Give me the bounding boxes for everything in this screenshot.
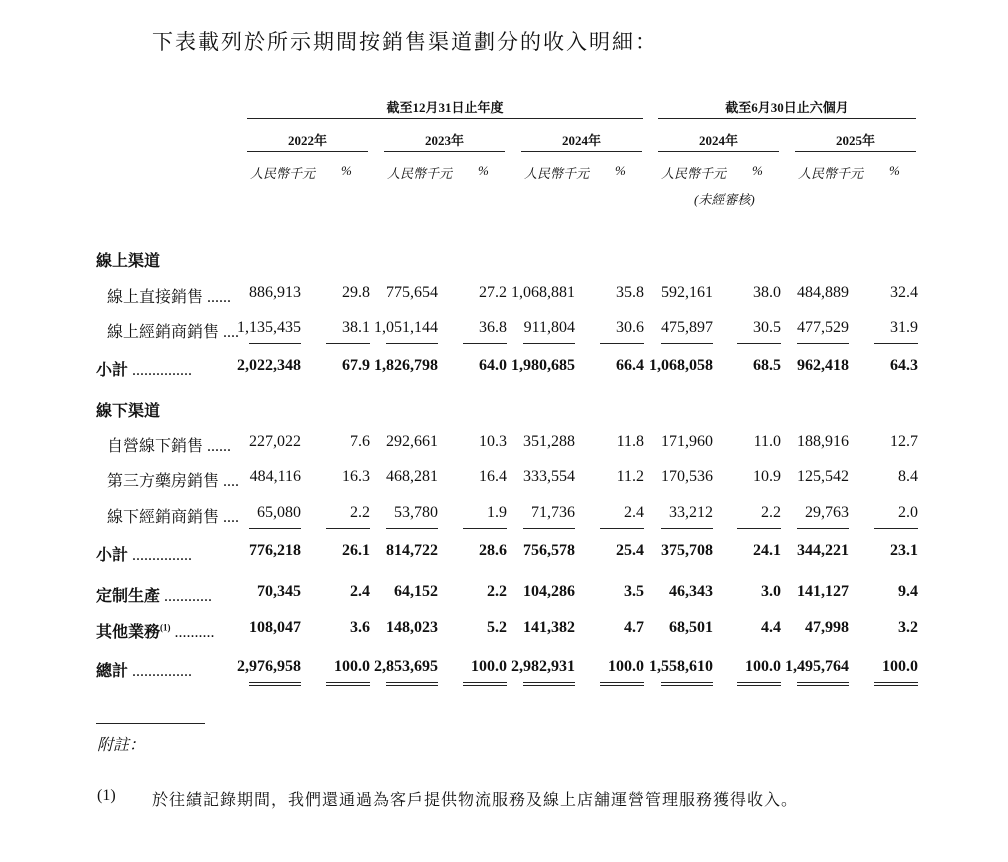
amount-cell: 484,889 — [797, 284, 849, 301]
subtotal-underline — [661, 528, 713, 529]
subtotal-underline — [463, 528, 507, 529]
amount-cell: 1,826,798 — [374, 357, 438, 374]
amount-cell: 592,161 — [661, 284, 713, 301]
amount-cell: 344,221 — [797, 542, 849, 559]
amount-cell: 292,661 — [386, 433, 438, 450]
amount-cell: 886,913 — [249, 284, 301, 301]
subtotal-underline — [874, 528, 918, 529]
footnote-divider — [96, 723, 205, 724]
percent-cell: 38.1 — [342, 319, 370, 336]
amount-cell: 29,763 — [805, 504, 849, 521]
amount-cell: 1,068,058 — [649, 357, 713, 374]
subtotal-underline — [523, 343, 575, 344]
total-double-underline — [249, 685, 301, 686]
amount-cell: 333,554 — [523, 468, 575, 485]
subtotal-underline — [874, 343, 918, 344]
percent-cell: 23.1 — [890, 542, 918, 559]
percent-cell: 3.6 — [350, 619, 370, 636]
amount-cell: 911,804 — [523, 319, 575, 336]
percent-cell: 26.1 — [342, 542, 370, 559]
amount-cell: 47,998 — [805, 619, 849, 636]
percent-cell: 27.2 — [479, 284, 507, 301]
group-rule-half — [658, 118, 916, 119]
total-double-underline — [463, 682, 507, 683]
percent-cell: 3.0 — [761, 583, 781, 600]
percent-cell: 36.8 — [479, 319, 507, 336]
percent-cell: 12.7 — [890, 433, 918, 450]
percent-cell: 30.6 — [616, 319, 644, 336]
total-double-underline — [523, 682, 575, 683]
subtotal-underline — [326, 528, 370, 529]
year-header-2024-h1: 2024年 — [698, 133, 738, 148]
leader-dots: .... — [223, 509, 240, 526]
percent-cell: 9.4 — [898, 583, 918, 600]
unit-pct: % — [889, 163, 900, 178]
percent-cell: 29.8 — [342, 284, 370, 301]
subtotal-underline — [797, 343, 849, 344]
percent-cell: 10.9 — [753, 468, 781, 485]
percent-cell: 64.3 — [890, 357, 918, 374]
percent-cell: 2.4 — [624, 504, 644, 521]
section-online: 線上渠道 — [96, 253, 161, 270]
row-label-text: 第三方藥房銷售 — [107, 473, 220, 490]
notes-heading: 附註： — [97, 737, 146, 754]
percent-cell: 2.4 — [350, 583, 370, 600]
amount-cell: 108,047 — [249, 619, 301, 636]
amount-cell: 2,976,958 — [237, 658, 301, 675]
amount-cell: 188,916 — [797, 433, 849, 450]
percent-cell: 66.4 — [616, 357, 644, 374]
row-label-text: 小計 — [96, 547, 129, 564]
percent-cell: 4.4 — [761, 619, 781, 636]
percent-cell: 100.0 — [608, 658, 644, 675]
percent-cell: 31.9 — [890, 319, 918, 336]
footnote-ref: (1) — [160, 622, 171, 633]
percent-cell: 100.0 — [334, 658, 370, 675]
group-rule-year — [247, 118, 643, 119]
subtotal-underline — [249, 343, 301, 344]
percent-cell: 25.4 — [616, 542, 644, 559]
amount-cell: 775,654 — [386, 284, 438, 301]
row-label-text: 小計 — [96, 362, 129, 379]
percent-cell: 16.3 — [342, 468, 370, 485]
unit-rmb: 人民幣千元 — [387, 166, 453, 181]
row-label-text: 線上直接銷售 — [107, 289, 204, 306]
amount-cell: 475,897 — [661, 319, 713, 336]
leader-dots: .... — [223, 324, 240, 341]
total-double-underline — [737, 685, 781, 686]
total-double-underline — [797, 685, 849, 686]
percent-cell: 11.2 — [616, 468, 644, 485]
unit-rmb: 人民幣千元 — [250, 166, 316, 181]
intro-text: 下表載列於所示期間按銷售渠道劃分的收入明細： — [152, 30, 658, 54]
subtotal-underline — [737, 528, 781, 529]
amount-cell: 171,960 — [661, 433, 713, 450]
percent-cell: 11.8 — [616, 433, 644, 450]
percent-cell: 2.2 — [487, 583, 507, 600]
group-header-year: 截至12月31日止年度 — [386, 100, 504, 115]
percent-cell: 68.5 — [753, 357, 781, 374]
leader-dots: ............... — [132, 362, 193, 379]
amount-cell: 68,501 — [669, 619, 713, 636]
total-double-underline — [386, 685, 438, 686]
amount-cell: 141,127 — [797, 583, 849, 600]
percent-cell: 2.0 — [898, 504, 918, 521]
percent-cell: 38.0 — [753, 284, 781, 301]
percent-cell: 5.2 — [487, 619, 507, 636]
year-rule — [247, 151, 368, 152]
leader-dots: ............ — [164, 588, 213, 605]
percent-cell: 2.2 — [350, 504, 370, 521]
leader-dots: .......... — [174, 624, 215, 641]
row-label — [96, 542, 192, 565]
percent-cell: 24.1 — [753, 542, 781, 559]
percent-cell: 16.4 — [479, 468, 507, 485]
year-rule — [658, 151, 779, 152]
unit-pct: % — [341, 163, 352, 178]
total-double-underline — [600, 682, 644, 683]
total-double-underline — [326, 682, 370, 683]
amount-cell: 70,345 — [257, 583, 301, 600]
percent-cell: 4.7 — [624, 619, 644, 636]
row-label-text: 其他業務 — [96, 624, 161, 641]
leader-dots: ............... — [132, 547, 193, 564]
total-double-underline — [386, 682, 438, 683]
total-double-underline — [600, 685, 644, 686]
total-double-underline — [249, 682, 301, 683]
percent-cell: 10.3 — [479, 433, 507, 450]
amount-cell: 1,558,610 — [649, 658, 713, 675]
amount-cell: 351,288 — [523, 433, 575, 450]
row-label — [96, 583, 212, 606]
percent-cell: 28.6 — [479, 542, 507, 559]
percent-cell: 8.4 — [898, 468, 918, 485]
percent-cell: 2.2 — [761, 504, 781, 521]
percent-cell: 100.0 — [471, 658, 507, 675]
amount-cell: 33,212 — [669, 504, 713, 521]
row-label — [96, 619, 215, 642]
amount-cell: 814,722 — [386, 542, 438, 559]
amount-cell: 141,382 — [523, 619, 575, 636]
amount-cell: 1,135,435 — [237, 319, 301, 336]
amount-cell: 1,051,144 — [374, 319, 438, 336]
percent-cell: 30.5 — [753, 319, 781, 336]
row-label — [96, 658, 192, 681]
amount-cell: 71,736 — [531, 504, 575, 521]
subtotal-underline — [249, 528, 301, 529]
row-label-text: 定制生產 — [96, 588, 161, 605]
amount-cell: 104,286 — [523, 583, 575, 600]
percent-cell: 3.5 — [624, 583, 644, 600]
amount-cell: 776,218 — [249, 542, 301, 559]
unit-rmb: 人民幣千元 — [798, 166, 864, 181]
percent-cell: 100.0 — [882, 658, 918, 675]
amount-cell: 53,780 — [394, 504, 438, 521]
percent-cell: 64.0 — [479, 357, 507, 374]
total-double-underline — [326, 685, 370, 686]
subtotal-underline — [523, 528, 575, 529]
row-label-text: 線上經銷商銷售 — [107, 324, 220, 341]
subtotal-underline — [386, 343, 438, 344]
footnote-marker: (1) — [97, 787, 116, 804]
leader-dots: .... — [223, 473, 240, 490]
amount-cell: 1,980,685 — [511, 357, 575, 374]
amount-cell: 2,022,348 — [237, 357, 301, 374]
unit-rmb: 人民幣千元 — [661, 166, 727, 181]
subtotal-underline — [600, 528, 644, 529]
leader-dots: ............... — [132, 663, 193, 680]
amount-cell: 756,578 — [523, 542, 575, 559]
amount-cell: 227,022 — [249, 433, 301, 450]
year-rule — [795, 151, 916, 152]
percent-cell: 100.0 — [745, 658, 781, 675]
subtotal-underline — [326, 343, 370, 344]
row-label-text: 總計 — [96, 663, 129, 680]
subtotal-underline — [737, 343, 781, 344]
amount-cell: 2,853,695 — [374, 658, 438, 675]
amount-cell: 375,708 — [661, 542, 713, 559]
percent-cell: 3.2 — [898, 619, 918, 636]
row-label — [96, 357, 192, 380]
total-double-underline — [797, 682, 849, 683]
year-header-2025-h1: 2025年 — [835, 133, 875, 148]
group-header-half: 截至6月30日止六個月 — [725, 100, 849, 115]
total-double-underline — [874, 685, 918, 686]
row-label-text: 線下經銷商銷售 — [107, 509, 220, 526]
year-header-2022: 2022年 — [287, 133, 327, 148]
row-label-text: 自營線下銷售 — [107, 438, 204, 455]
total-double-underline — [661, 685, 713, 686]
section-offline: 線下渠道 — [96, 403, 161, 420]
percent-cell: 7.6 — [350, 433, 370, 450]
total-double-underline — [523, 685, 575, 686]
year-header-2023: 2023年 — [424, 133, 464, 148]
total-double-underline — [661, 682, 713, 683]
subtotal-underline — [386, 528, 438, 529]
amount-cell: 468,281 — [386, 468, 438, 485]
amount-cell: 170,536 — [661, 468, 713, 485]
subtotal-underline — [600, 343, 644, 344]
footnote-text: 於往績記錄期間，我們還通過為客戶提供物流服務及線上店舖運營管理服務獲得收入。 — [152, 792, 799, 809]
percent-cell: 11.0 — [753, 433, 781, 450]
year-rule — [384, 151, 505, 152]
amount-cell: 64,152 — [394, 583, 438, 600]
amount-cell: 2,982,931 — [511, 658, 575, 675]
amount-cell: 125,542 — [797, 468, 849, 485]
amount-cell: 484,116 — [249, 468, 301, 485]
amount-cell: 46,343 — [669, 583, 713, 600]
leader-dots: ...... — [207, 289, 232, 306]
unaudited-note: (未經審核) — [694, 192, 755, 207]
amount-cell: 1,495,764 — [785, 658, 849, 675]
unit-pct: % — [752, 163, 763, 178]
year-header-2024: 2024年 — [561, 133, 601, 148]
unit-rmb: 人民幣千元 — [524, 166, 590, 181]
total-double-underline — [737, 682, 781, 683]
amount-cell: 65,080 — [257, 504, 301, 521]
percent-cell: 35.8 — [616, 284, 644, 301]
percent-cell: 32.4 — [890, 284, 918, 301]
year-rule — [521, 151, 642, 152]
leader-dots: ...... — [207, 438, 232, 455]
subtotal-underline — [797, 528, 849, 529]
total-double-underline — [463, 685, 507, 686]
amount-cell: 962,418 — [797, 357, 849, 374]
subtotal-underline — [463, 343, 507, 344]
subtotal-underline — [661, 343, 713, 344]
total-double-underline — [874, 682, 918, 683]
amount-cell: 148,023 — [386, 619, 438, 636]
unit-pct: % — [615, 163, 626, 178]
amount-cell: 477,529 — [797, 319, 849, 336]
percent-cell: 67.9 — [342, 357, 370, 374]
unit-pct: % — [478, 163, 489, 178]
amount-cell: 1,068,881 — [511, 284, 575, 301]
percent-cell: 1.9 — [487, 504, 507, 521]
